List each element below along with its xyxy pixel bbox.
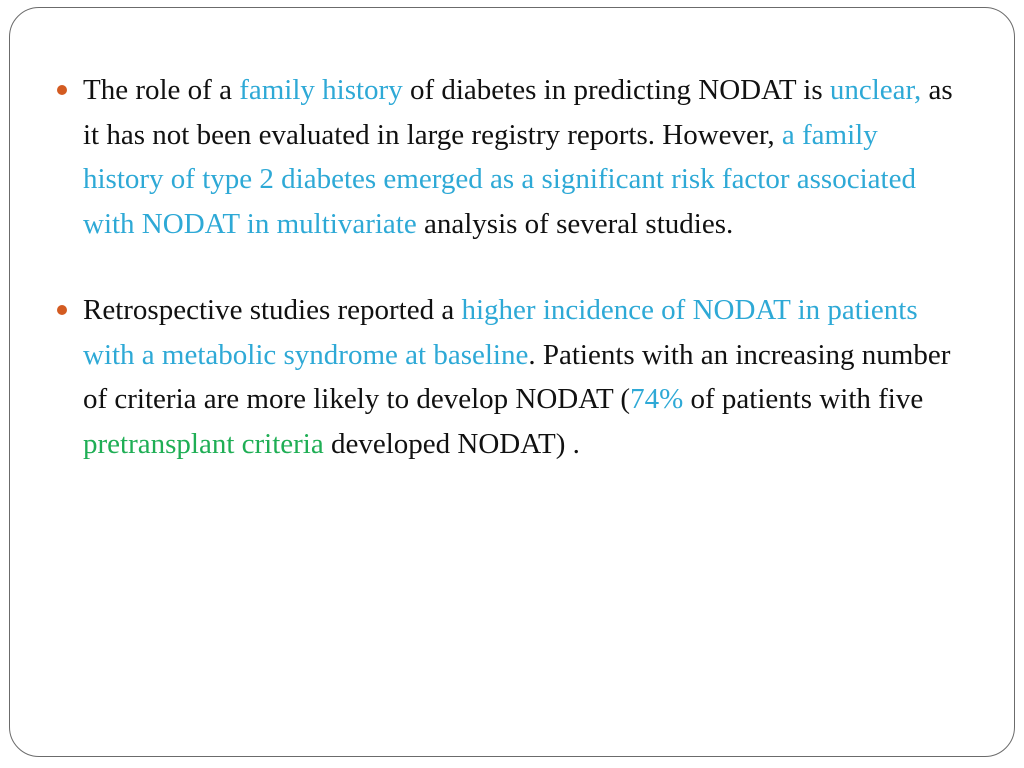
bullet-2-highlight-pretransplant-criteria: pretransplant criteria — [83, 427, 324, 460]
bullet-dot-icon — [57, 305, 67, 315]
bullet-2-text-4: developed NODAT) . — [323, 427, 580, 460]
bullet-2-text-2: . Patients with an increasing number of criteria are more likely to develop NODAT ( — [83, 338, 951, 415]
slide-frame — [9, 7, 1015, 757]
bullet-2-highlight-percent: 74% — [630, 383, 684, 415]
slide-content — [57, 68, 957, 466]
bullet-1-highlight-unclear: unclear, — [829, 74, 922, 106]
bullet-1-text-4: analysis of several studies. — [416, 207, 734, 240]
bullet-1-highlight-family-history: family history — [239, 74, 403, 106]
bullet-1-text-1: The role of a — [83, 74, 240, 106]
bullet-2-highlight-incidence: higher incidence of NODAT in patients with a metabolic syndrome at baseline — [83, 294, 918, 371]
bullet-1-text-3: as it has not been evaluated in large registry reports. However, — [83, 74, 953, 151]
bullet-2-text-3: of patients with five — [683, 383, 924, 415]
bullet-2-text-1: Retrospective studies reported a — [83, 294, 462, 326]
bullet-item-metabolic-syndrome — [57, 288, 957, 466]
bullet-1-text-2: of diabetes in predicting NODAT is — [402, 74, 830, 106]
bullet-item-family-history — [57, 68, 957, 246]
bullet-dot-icon — [57, 85, 67, 95]
bullet-1-highlight-risk-factor: a family history of type 2 diabetes emerged as a significant risk factor associated with NODAT in multivariate — [83, 118, 916, 240]
